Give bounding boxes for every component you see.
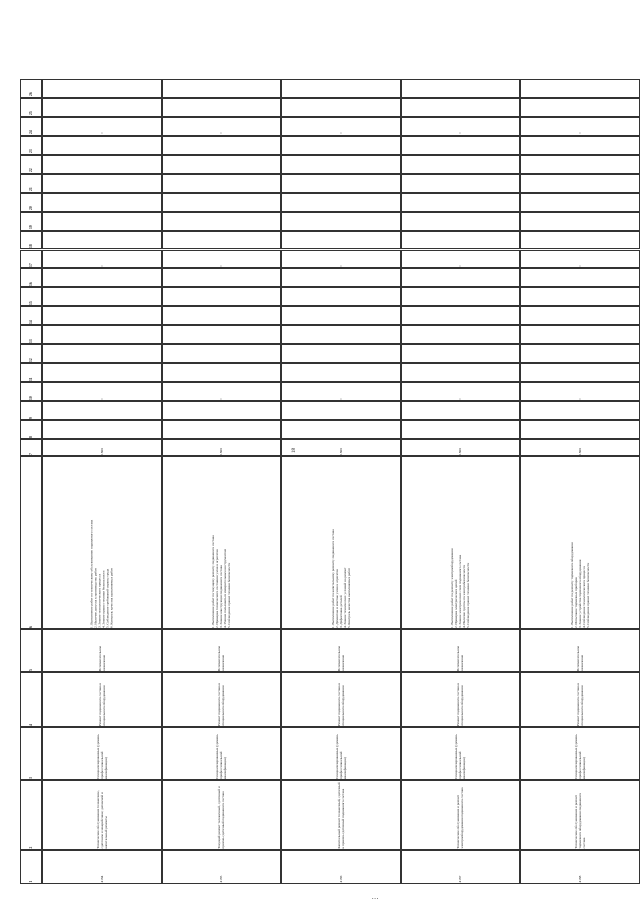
row-4-col-26 bbox=[401, 79, 521, 98]
row-3-code-text: 4186 bbox=[338, 875, 343, 883]
page-number: 18 bbox=[292, 448, 297, 453]
row-3-hours bbox=[281, 439, 401, 456]
row-2-col-26 bbox=[162, 79, 282, 98]
row-5-col-14 bbox=[520, 306, 640, 325]
header-cell-18-text: 18 bbox=[28, 244, 33, 248]
row-1-col-24-text: × bbox=[99, 132, 104, 135]
row-1-col-15 bbox=[42, 287, 162, 306]
row-5-requirements-text: 1. Выполнение работ по ремонту тормозного оборудования 2. Испытание тормозных приборов 3. Знание устройства тормозного оборудования 4. Соблюдение технологического процесса 5. Соблюдение правил техники безопасности bbox=[569, 541, 590, 628]
row-1-col-23 bbox=[42, 136, 162, 155]
row-2-equipment bbox=[162, 672, 282, 727]
header-cell-5-text: 5 bbox=[28, 668, 33, 671]
header-cell-16-text: 16 bbox=[28, 282, 33, 286]
row-1-name bbox=[42, 780, 162, 850]
row-4-code bbox=[401, 850, 521, 884]
row-1-code bbox=[42, 850, 162, 884]
row-5-specialty bbox=[520, 727, 640, 780]
header-cell-15-text: 15 bbox=[28, 301, 33, 305]
row-5-col-18 bbox=[520, 231, 640, 250]
row-3-col-25 bbox=[281, 98, 401, 117]
row-4-equipment-text: Ремонт подвижного состава и специального оборудования bbox=[456, 681, 465, 726]
row-5-name-text: Техническое обслуживание и ремонт тормозного оборудования подвижного состава bbox=[573, 792, 586, 849]
row-1-col-22 bbox=[42, 155, 162, 174]
row-2-specialty-text: Специализированные (уровень профессиональной квалификации) bbox=[215, 732, 228, 779]
row-5-name bbox=[520, 780, 640, 850]
row-2-requirements bbox=[162, 456, 282, 629]
header-cell-2-text: 2 bbox=[28, 846, 33, 849]
row-5-col-24 bbox=[520, 117, 640, 136]
row-4-name bbox=[401, 780, 521, 850]
row-3-col-23 bbox=[281, 136, 401, 155]
row-4-code-text: 4187 bbox=[458, 875, 463, 883]
row-5-type bbox=[520, 629, 640, 672]
row-3-col-13 bbox=[281, 325, 401, 344]
row-5-col-16 bbox=[520, 268, 640, 287]
row-5-code-text: 4188 bbox=[577, 875, 582, 883]
row-4-col-8 bbox=[401, 420, 521, 439]
row-2-col-13 bbox=[162, 325, 282, 344]
row-3-col-16 bbox=[281, 268, 401, 287]
row-2-col-12 bbox=[162, 344, 282, 363]
header-cell-13 bbox=[20, 325, 42, 344]
row-2-col-10 bbox=[162, 382, 282, 401]
row-3-col-10 bbox=[281, 382, 401, 401]
row-2-col-24 bbox=[162, 117, 282, 136]
row-3-hours-text: 1800 bbox=[338, 447, 343, 455]
row-4-col-11 bbox=[401, 363, 521, 382]
row-3-col-17-text: × bbox=[338, 265, 343, 267]
row-1-col-26 bbox=[42, 79, 162, 98]
row-3-type-text: Вспомогательное назначение bbox=[336, 644, 345, 671]
row-1-requirements-text: 1. Выполнение работ по техническому обслуживанию подвижного состава 2. Наличие допуска к производству работ 3. Знание технологического процесса 4. Знание правил техники безопасности 5. Соблюдение требований охраны труда 6. Контроль качества выполняемых работ bbox=[89, 519, 114, 628]
row-1-hours-text: 1800 bbox=[99, 447, 104, 455]
row-4-hours bbox=[401, 439, 521, 456]
row-2-col-22 bbox=[162, 155, 282, 174]
row-5-col-24-text: × bbox=[577, 132, 582, 135]
header-cell-19 bbox=[20, 212, 42, 231]
row-3-col-14 bbox=[281, 306, 401, 325]
header-cell-23 bbox=[20, 136, 42, 155]
row-5-code bbox=[520, 850, 640, 884]
row-4-col-17 bbox=[401, 250, 521, 269]
row-1-col-25 bbox=[42, 98, 162, 117]
row-4-col-15 bbox=[401, 287, 521, 306]
header-cell-12 bbox=[20, 344, 42, 363]
header-cell-17 bbox=[20, 250, 42, 269]
row-5-col-17-text: × bbox=[577, 265, 582, 267]
row-4-col-10 bbox=[401, 382, 521, 401]
row-5-requirements bbox=[520, 456, 640, 629]
row-5-specialty-text: Специализированные (уровень профессиональной квалификации) bbox=[573, 732, 586, 779]
header-cell-22 bbox=[20, 155, 42, 174]
row-2-code-text: 4185 bbox=[219, 875, 224, 883]
row-3-specialty bbox=[281, 727, 401, 780]
row-4-requirements bbox=[401, 456, 521, 629]
rotated-table bbox=[20, 38, 640, 884]
row-4-col-10-text: × bbox=[458, 397, 463, 400]
row-3-equipment-text: Ремонт подвижного состава и специального оборудования bbox=[336, 681, 345, 726]
header-cell-19-text: 19 bbox=[28, 225, 33, 230]
row-5-col-10-text: × bbox=[577, 397, 582, 400]
row-4-type bbox=[401, 629, 521, 672]
row-2-col-17-text: × bbox=[219, 265, 224, 267]
header-cell-9-text: 9 bbox=[28, 416, 33, 419]
header-cell-21-text: 21 bbox=[28, 187, 33, 192]
row-3-code bbox=[281, 850, 401, 884]
row-4-col-16 bbox=[401, 268, 521, 287]
row-3-col-11 bbox=[281, 363, 401, 382]
row-3-col-24-text: × bbox=[338, 132, 343, 135]
row-4-col-12 bbox=[401, 344, 521, 363]
row-1-col-9 bbox=[42, 401, 162, 420]
row-2-col-19 bbox=[162, 212, 282, 231]
row-1-col-24 bbox=[42, 117, 162, 136]
header-cell-3-text: 3 bbox=[28, 776, 33, 779]
row-4-col-20 bbox=[401, 193, 521, 212]
row-4-type-text: Вспомогательное назначение bbox=[456, 644, 465, 671]
header-cell-14 bbox=[20, 306, 42, 325]
row-3-col-19 bbox=[281, 212, 401, 231]
row-2-col-25 bbox=[162, 98, 282, 117]
header-cell-14-text: 14 bbox=[28, 320, 33, 324]
header-cell-4 bbox=[20, 672, 42, 727]
header-cell-9 bbox=[20, 401, 42, 420]
row-2-col-15 bbox=[162, 287, 282, 306]
row-1-code-text: 4184 bbox=[99, 875, 104, 883]
row-3-requirements-text: 1. Выполнение работ по капитальному ремонту подвижного состава 2. Демонтаж и монтаж узлов и агрегатов 3. Дефектовка деталей 4. Знание технических условий на ремонт 5. Контроль качества выполняемых работ bbox=[330, 528, 351, 628]
row-5-col-21 bbox=[520, 174, 640, 193]
row-2-col-9 bbox=[162, 401, 282, 420]
row-4-specialty-text: Специализированные (уровень профессиональной квалификации) bbox=[454, 732, 467, 779]
header-cell-16 bbox=[20, 268, 42, 287]
row-3-col-21 bbox=[281, 174, 401, 193]
header-cell-18 bbox=[20, 231, 42, 250]
row-2-col-21 bbox=[162, 174, 282, 193]
row-5-col-15 bbox=[520, 287, 640, 306]
row-5-col-22 bbox=[520, 155, 640, 174]
row-3-requirements bbox=[281, 456, 401, 629]
row-3-col-22 bbox=[281, 155, 401, 174]
row-5-col-8 bbox=[520, 420, 640, 439]
row-4-col-25 bbox=[401, 98, 521, 117]
header-cell-1-text: 1 bbox=[28, 880, 33, 883]
row-4-col-19 bbox=[401, 212, 521, 231]
row-5-col-9 bbox=[520, 401, 640, 420]
header-cell-15 bbox=[20, 287, 42, 306]
row-4-equipment bbox=[401, 672, 521, 727]
row-3-col-17 bbox=[281, 250, 401, 269]
row-1-requirements bbox=[42, 456, 162, 629]
row-3-name-text: Капитальный ремонт тележечный, сдаточный и приемо-сдаточный подвижного состава bbox=[336, 781, 345, 849]
row-2-hours bbox=[162, 439, 282, 456]
row-4-col-24 bbox=[401, 117, 521, 136]
header-cell-24 bbox=[20, 117, 42, 136]
row-2-equipment-text: Ремонт подвижного состава и специального оборудования bbox=[217, 681, 226, 726]
header-cell-22-text: 22 bbox=[28, 168, 33, 173]
row-2-col-17 bbox=[162, 250, 282, 269]
header-cell-12-text: 12 bbox=[28, 358, 33, 362]
row-1-col-13 bbox=[42, 325, 162, 344]
header-cell-10 bbox=[20, 382, 42, 401]
row-1-col-17 bbox=[42, 250, 162, 269]
header-cell-4-text: 4 bbox=[28, 723, 33, 726]
header-cell-11 bbox=[20, 363, 42, 382]
row-1-specialty-text: Специализированные (уровень профессиональной квалификации) bbox=[95, 732, 108, 779]
row-2-col-23 bbox=[162, 136, 282, 155]
row-2-col-14 bbox=[162, 306, 282, 325]
row-4-specialty bbox=[401, 727, 521, 780]
row-1-col-8 bbox=[42, 420, 162, 439]
row-4-col-24-text: × bbox=[458, 132, 463, 135]
row-3-col-9 bbox=[281, 401, 401, 420]
row-2-col-8 bbox=[162, 420, 282, 439]
row-4-col-9 bbox=[401, 401, 521, 420]
row-3-col-8 bbox=[281, 420, 401, 439]
row-1-specialty bbox=[42, 727, 162, 780]
row-3-col-15 bbox=[281, 287, 401, 306]
row-1-col-21 bbox=[42, 174, 162, 193]
row-5-col-17 bbox=[520, 250, 640, 269]
row-4-col-17-text: × bbox=[458, 265, 463, 267]
row-5-col-25 bbox=[520, 98, 640, 117]
row-5-equipment-text: Ремонт подвижного состава и специального оборудования bbox=[575, 681, 584, 726]
row-2-col-10-text: × bbox=[219, 397, 224, 400]
row-2-specialty bbox=[162, 727, 282, 780]
row-5-col-26 bbox=[520, 79, 640, 98]
row-2-type bbox=[162, 629, 282, 672]
row-5-col-20 bbox=[520, 193, 640, 212]
row-5-hours-text: 1800 bbox=[577, 447, 582, 455]
header-cell-11-text: 11 bbox=[28, 377, 33, 381]
header-cell-6 bbox=[20, 456, 42, 629]
row-5-col-13 bbox=[520, 325, 640, 344]
row-1-col-14 bbox=[42, 306, 162, 325]
row-1-type-text: Вспомогательное назначение bbox=[97, 644, 106, 671]
header-cell-10-text: 10 bbox=[28, 395, 33, 400]
row-4-requirements-text: 1. Выполнение работ по ремонту электрооборудования 2. Проверка электрических цепей 3. Знание электрических схем подвижного состава 4. Наличие группы по электробезопасности 5. Соблюдение правил техники безопасности bbox=[450, 547, 471, 628]
row-5-col-12 bbox=[520, 344, 640, 363]
row-4-col-13 bbox=[401, 325, 521, 344]
header-cell-1 bbox=[20, 850, 42, 884]
row-1-equipment bbox=[42, 672, 162, 727]
row-5-col-23 bbox=[520, 136, 640, 155]
row-2-type-text: Вспомогательное назначение bbox=[217, 644, 226, 671]
row-1-type bbox=[42, 629, 162, 672]
row-3-name bbox=[281, 780, 401, 850]
footer-mark: • • • bbox=[372, 896, 379, 901]
row-2-name bbox=[162, 780, 282, 850]
header-cell-25 bbox=[20, 98, 42, 117]
row-3-col-12 bbox=[281, 344, 401, 363]
header-cell-2 bbox=[20, 780, 42, 850]
row-5-col-19 bbox=[520, 212, 640, 231]
row-3-col-26 bbox=[281, 79, 401, 98]
row-5-equipment bbox=[520, 672, 640, 727]
header-cell-25-text: 25 bbox=[28, 111, 33, 116]
row-1-col-10 bbox=[42, 382, 162, 401]
row-4-name-text: Техническое обслуживание и ремонт электрооборудования подвижного состава bbox=[456, 787, 465, 849]
header-cell-7 bbox=[20, 439, 42, 456]
header-cell-3 bbox=[20, 727, 42, 780]
row-2-col-24-text: × bbox=[219, 132, 224, 135]
row-5-hours bbox=[520, 439, 640, 456]
row-1-col-18 bbox=[42, 231, 162, 250]
header-cell-6-text: 6 bbox=[28, 625, 33, 628]
header-cell-8 bbox=[20, 420, 42, 439]
row-3-col-24 bbox=[281, 117, 401, 136]
row-2-col-18 bbox=[162, 231, 282, 250]
header-cell-24-text: 24 bbox=[28, 130, 33, 135]
row-1-col-19 bbox=[42, 212, 162, 231]
row-4-hours-text: 1800 bbox=[458, 447, 463, 455]
row-3-type bbox=[281, 629, 401, 672]
row-2-col-11 bbox=[162, 363, 282, 382]
header-cell-8-text: 8 bbox=[28, 435, 33, 438]
row-3-col-20 bbox=[281, 193, 401, 212]
row-1-hours bbox=[42, 439, 162, 456]
header-cell-5 bbox=[20, 629, 42, 672]
header-cell-7-text: 7 bbox=[28, 452, 33, 455]
row-1-col-12 bbox=[42, 344, 162, 363]
row-4-col-22 bbox=[401, 155, 521, 174]
header-cell-17-text: 17 bbox=[28, 263, 33, 267]
row-4-col-14 bbox=[401, 306, 521, 325]
row-3-specialty-text: Специализированные (уровень профессиональной квалификации) bbox=[334, 732, 347, 779]
row-1-col-17-text: × bbox=[99, 265, 104, 267]
row-4-col-21 bbox=[401, 174, 521, 193]
row-2-hours-text: 1800 bbox=[219, 447, 224, 455]
row-5-col-11 bbox=[520, 363, 640, 382]
row-3-col-10-text: × bbox=[338, 397, 343, 400]
header-cell-23-text: 23 bbox=[28, 149, 33, 154]
row-2-code bbox=[162, 850, 282, 884]
header-cell-21 bbox=[20, 174, 42, 193]
row-2-name-text: Текущий ремонт тележечный, сдаточный и приемо-сдаточный подвижного состава bbox=[217, 785, 226, 849]
row-4-col-23 bbox=[401, 136, 521, 155]
row-2-requirements-text: 1. Выполнение работ по текущему ремонту подвижного состава 2. Проверка технического состояния узлов и агрегатов 3. Знание конструкции подвижного состава 4. Умение пользоваться измерительным инструментом 5. Соблюдение правил техники безопасности bbox=[211, 534, 232, 628]
header-cell-26 bbox=[20, 79, 42, 98]
header-cell-13-text: 13 bbox=[28, 339, 33, 343]
row-2-col-20 bbox=[162, 193, 282, 212]
row-1-col-16 bbox=[42, 268, 162, 287]
row-2-col-16 bbox=[162, 268, 282, 287]
row-1-col-11 bbox=[42, 363, 162, 382]
row-1-col-20 bbox=[42, 193, 162, 212]
row-1-col-10-text: × bbox=[99, 397, 104, 400]
row-1-equipment-text: Ремонт подвижного состава и специального оборудования bbox=[97, 681, 106, 726]
header-cell-20-text: 20 bbox=[28, 206, 33, 211]
row-5-type-text: Вспомогательное назначение bbox=[575, 644, 584, 671]
row-3-equipment bbox=[281, 672, 401, 727]
row-3-col-18 bbox=[281, 231, 401, 250]
header-cell-20 bbox=[20, 193, 42, 212]
header-cell-26-text: 26 bbox=[28, 92, 33, 97]
row-1-name-text: Техническое обслуживание тележечное, сдаточное и межрейсовое; деповской и капитальный ремонты bbox=[95, 789, 108, 849]
row-4-col-18 bbox=[401, 231, 521, 250]
row-5-col-10 bbox=[520, 382, 640, 401]
